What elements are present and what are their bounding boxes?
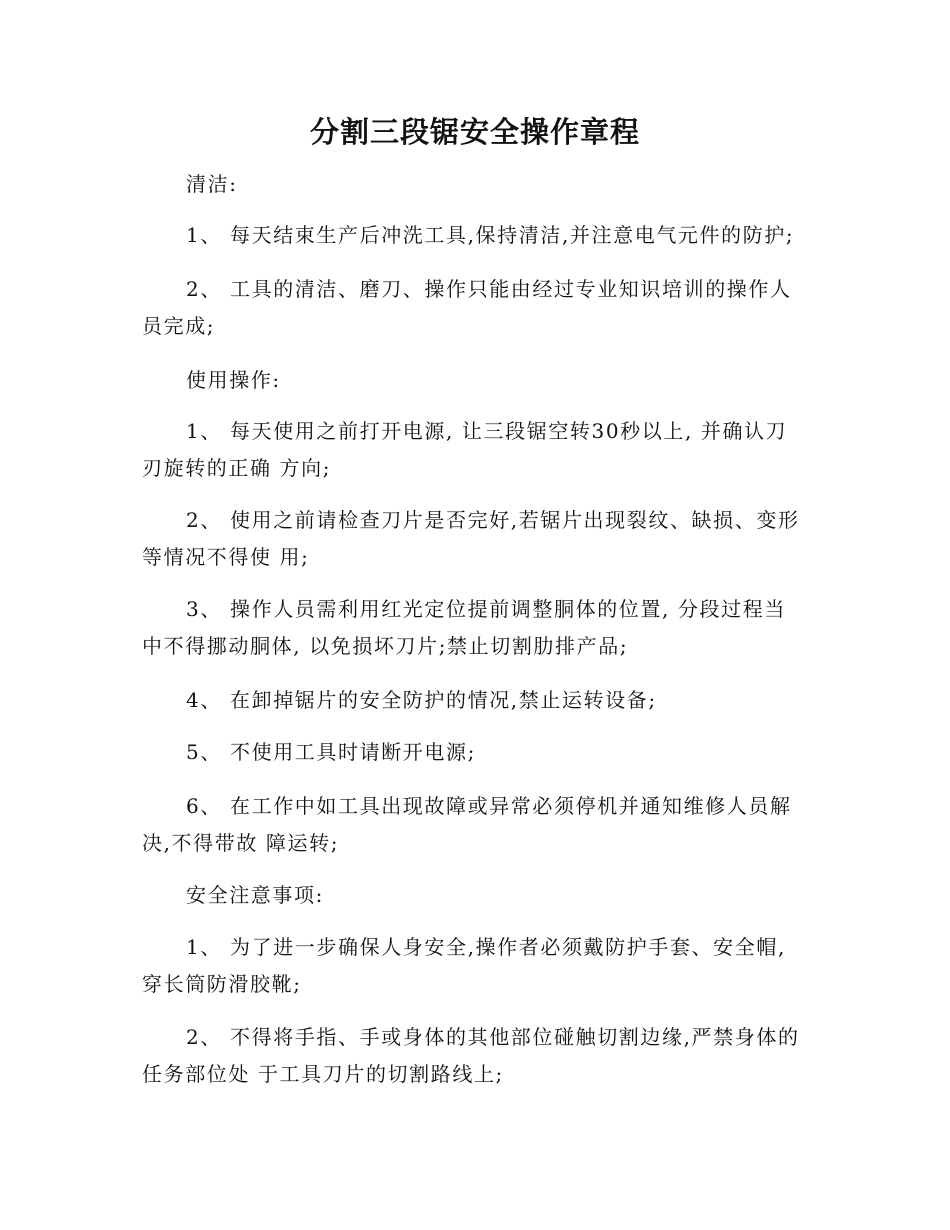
operation-item-3: [186, 595, 786, 623]
item-number: 5、: [186, 740, 222, 764]
cleaning-item-1: [186, 221, 794, 249]
operation-item-6: [186, 792, 792, 820]
item-number: 4、: [186, 688, 222, 712]
item-number: 2、: [186, 277, 222, 301]
item-number: 1、: [186, 223, 222, 247]
item-text: 工具的清洁、磨刀、操作只能由经过专业知识培训的操作人: [230, 277, 792, 301]
item-number: 6、: [186, 794, 222, 818]
item-text: 每天使用之前打开电源, 让三段锯空转30秒以上, 并确认刀: [230, 419, 788, 443]
item-number: 1、: [186, 419, 222, 443]
item-text: 不使用工具时请断开电源;: [230, 740, 476, 764]
operation-item-2-cont: 等情况不得使 用;: [142, 545, 310, 569]
item-text: 在卸掉锯片的安全防护的情况,禁止运转设备;: [230, 688, 657, 712]
operation-item-1: [186, 417, 787, 445]
operation-item-2: [186, 506, 800, 534]
item-text: 每天结束生产后冲洗工具,保持清洁,并注意电气元件的防护;: [230, 223, 795, 247]
item-number: 1、: [186, 935, 222, 959]
operation-item-5: [186, 738, 476, 766]
operation-item-3-cont: 中不得挪动胴体, 以免损坏刀片;禁止切割肋排产品;: [142, 634, 629, 658]
item-number: 2、: [186, 508, 222, 532]
item-text: 不得将手指、手或身体的其他部位碰触切割边缘,严禁身体的: [230, 1025, 800, 1049]
operation-item-1-cont: 刃旋转的正确 方向;: [142, 456, 332, 480]
section-heading-cleaning: 清洁:: [186, 172, 238, 196]
item-text: 操作人员需利用红光定位提前调整胴体的位置, 分段过程当: [230, 597, 786, 621]
safety-item-1: [186, 933, 786, 961]
section-heading-safety: 安全注意事项:: [186, 883, 324, 907]
item-text: 在工作中如工具出现故障或异常必须停机并通知维修人员解: [230, 794, 792, 818]
section-heading-operation: 使用操作:: [186, 368, 281, 392]
cleaning-item-2: [186, 275, 792, 303]
item-number: 3、: [186, 597, 222, 621]
operation-item-6-cont: 决,不得带故 障运转;: [142, 831, 340, 855]
safety-item-2-cont: 任务部位处 于工具刀片的切割路线上;: [142, 1062, 504, 1086]
item-number: 2、: [186, 1025, 222, 1049]
document-title: 分割三段锯安全操作章程: [309, 115, 640, 149]
cleaning-item-2-cont: 员完成;: [142, 314, 216, 338]
item-text: 为了进一步确保人身安全,操作者必须戴防护手套、安全帽,: [230, 935, 786, 959]
item-text: 使用之前请检查刀片是否完好,若锯片出现裂纹、缺损、变形: [230, 508, 800, 532]
safety-item-2: [186, 1023, 800, 1051]
safety-item-1-cont: 穿长筒防滑胶靴;: [142, 972, 302, 996]
operation-item-4: [186, 686, 657, 714]
